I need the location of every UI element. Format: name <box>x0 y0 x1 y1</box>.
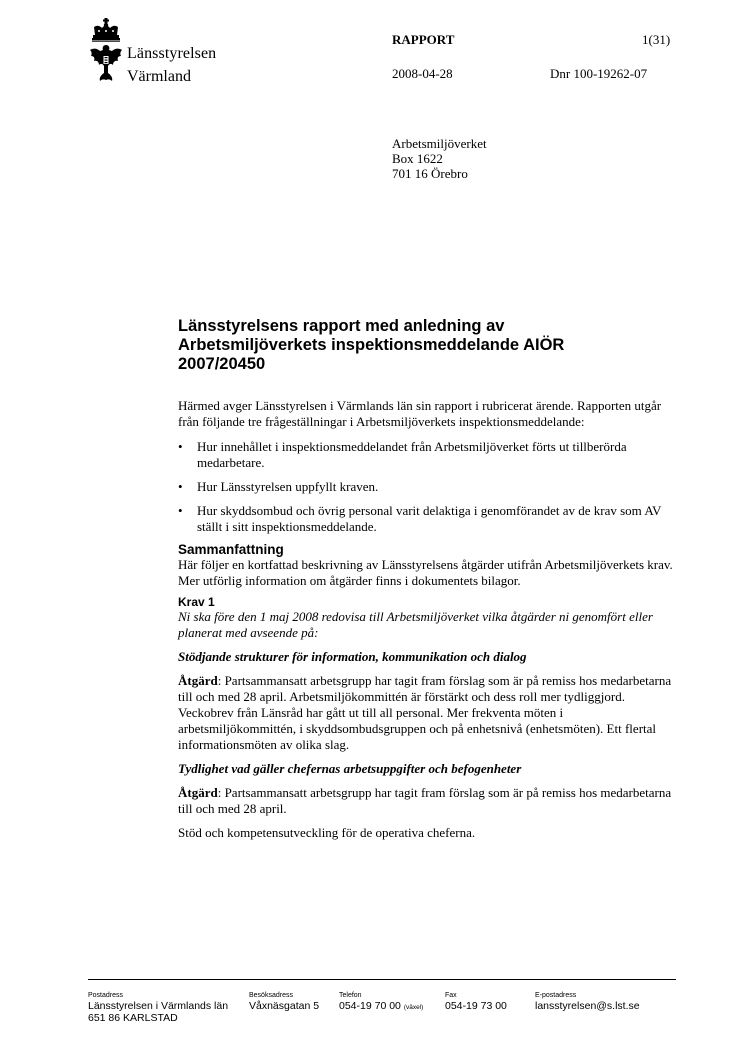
section1-heading: Stödjande strukturer för information, kommunikation och dialog <box>178 649 527 664</box>
section1-text: : Partsammansatt arbetsgrupp har tagit fram förslag som är på remiss hos medarbetarna till och med 28 april. Arbetsmiljökommittén är förstärkt och dess roll mer tydliggjord. Veckobrev från Länsråd har gått ut till all personal. Mer frekventa möten i arbetsmiljökommittén, i skyddsombudsgruppen och på enhetsnivå (enhetsmöten). Ett flertal informationsmöten av olika slag. <box>178 673 672 752</box>
bullet-icon: • <box>178 439 183 454</box>
footer-value: Länsstyrelsen i Värmlands län <box>88 1000 229 1012</box>
footer-value <box>339 1000 423 1014</box>
footer-label: Fax <box>445 992 457 999</box>
footer-label: Postadress <box>88 992 124 999</box>
title-line2: Arbetsmiljöverkets inspektionsmeddelande AIÖR <box>178 336 565 354</box>
section2-text: : Partsammansatt arbetsgrupp har tagit fram förslag som är på remiss hos medarbetarna till och med 28 april. <box>178 785 672 816</box>
list-item-text: Hur Länsstyrelsen uppfyllt kraven. <box>197 479 379 494</box>
list-item-text: Hur innehållet i inspektionsmeddelandet från Arbetsmiljöverket förts ut tillberörda medarbetare. <box>197 439 627 470</box>
intro-paragraph: Härmed avger Länsstyrelsen i Värmlands län sin rapport i rubricerat ärende. Rapporten utgår från följande tre frågeställningar i Arbetsmiljöverkets inspektionsmeddelande: <box>178 398 662 429</box>
section2-heading: Tydlighet vad gäller chefernas arbetsuppgifter och befogenheter <box>178 761 522 776</box>
title-line1: Länsstyrelsens rapport med anledning av <box>178 317 505 335</box>
footer-fax <box>445 991 507 1012</box>
footer-label: Telefon <box>339 992 362 999</box>
krav-heading: Krav 1 <box>178 595 215 609</box>
section2-paragraph <box>178 785 676 817</box>
summary-paragraph: Här följer en kortfattad beskrivning av Länsstyrelsens åtgärder utifrån Arbetsmiljöverkets krav. Mer utförlig information om åtgärder finns i dokumentets bilagor. <box>178 557 673 588</box>
closing-paragraph: Stöd och kompetensutveckling för de operativa cheferna. <box>178 825 476 840</box>
recipient-city: 701 16 Örebro <box>392 166 468 181</box>
coat-of-arms-icon <box>88 18 124 88</box>
org-name-line1: Länsstyrelsen <box>127 45 217 62</box>
footer-email[interactable]: lansstyrelsen@s.lst.se <box>535 1000 640 1012</box>
footer-value: 054-19 73 00 <box>445 1000 507 1012</box>
agency-logo <box>88 18 238 90</box>
recipient-name: Arbetsmiljöverket <box>392 136 487 151</box>
document-reference-number: Dnr 100-19262-07 <box>550 66 648 81</box>
document-body <box>178 317 676 841</box>
document-type: RAPPORT <box>392 32 455 47</box>
document-title <box>178 317 676 374</box>
list-item <box>178 439 676 471</box>
phone-note: (växel) <box>403 1004 424 1011</box>
footer-besoksadress <box>249 991 319 1012</box>
document-date: 2008-04-28 <box>392 66 453 81</box>
footer-label: Besöksadress <box>249 992 293 999</box>
krav-paragraph: Ni ska före den 1 maj 2008 redovisa till Arbetsmiljöverket vilka åtgärder ni genomfört eller planerat med avseende på: <box>178 609 653 640</box>
section1-paragraph <box>178 673 676 753</box>
list-item <box>178 503 676 535</box>
list-item <box>178 479 676 495</box>
bullet-icon: • <box>178 503 183 518</box>
atgard-label: Åtgärd <box>178 673 218 688</box>
bullet-icon: • <box>178 479 183 494</box>
footer-label: E-postadress <box>535 992 577 999</box>
question-list <box>178 439 676 535</box>
footer-value: 651 86 KARLSTAD <box>88 1012 178 1024</box>
recipient-box: Box 1622 <box>392 151 443 166</box>
list-item-text: Hur skyddsombud och övrig personal varit delaktiga i genomförandet av de krav som AV ställt i sitt inspektionsmeddelande. <box>197 503 662 534</box>
atgard-label: Åtgärd <box>178 785 218 800</box>
org-name-line2: Värmland <box>127 68 191 85</box>
footer-epost <box>535 991 640 1012</box>
footer-divider <box>88 979 676 980</box>
page-number: 1(31) <box>642 32 671 47</box>
footer-postadress <box>88 991 228 1024</box>
footer-value: Våxnäsgatan 5 <box>249 1000 320 1012</box>
summary-heading: Sammanfattning <box>178 542 284 557</box>
recipient-address <box>392 136 487 181</box>
title-line3: 2007/20450 <box>178 355 266 373</box>
footer-telefon <box>339 991 423 1014</box>
phone-number: 054-19 70 00 <box>339 1000 401 1012</box>
